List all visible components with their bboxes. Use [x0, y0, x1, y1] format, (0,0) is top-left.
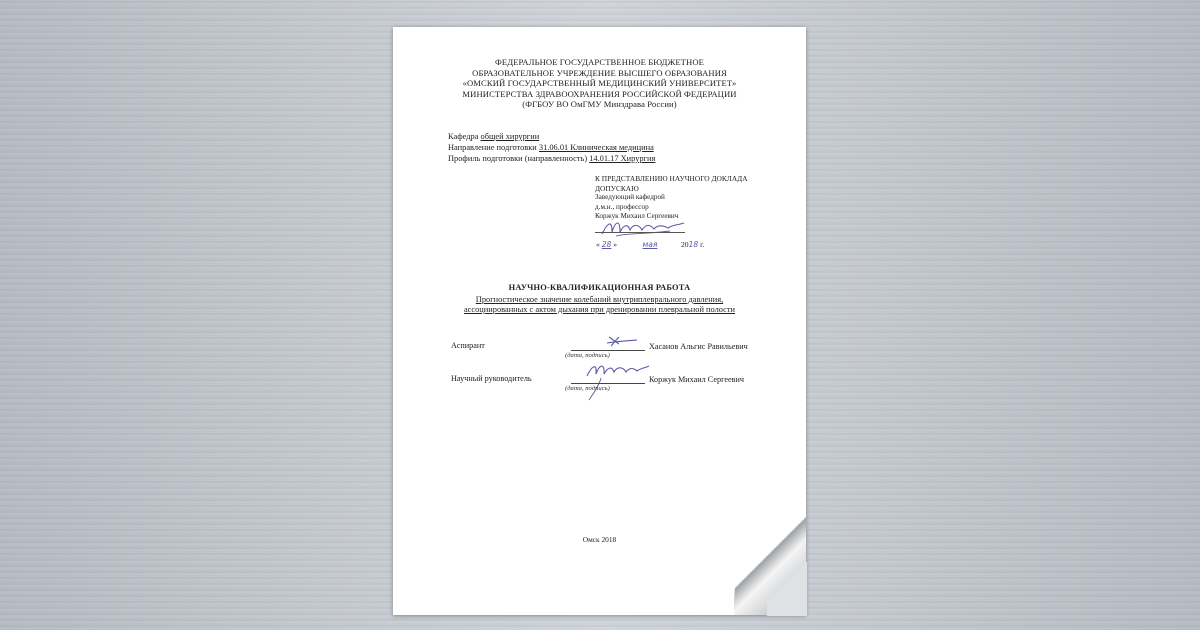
- supervisor-signature-image: [583, 360, 653, 404]
- date-year-prefix: 20: [680, 240, 689, 249]
- work-title-block: [393, 283, 806, 315]
- supervisor-hint: (дата, подпись): [565, 385, 610, 392]
- department-block: [448, 131, 655, 164]
- date-day: 28: [601, 240, 612, 249]
- date-suffix: г.: [698, 240, 705, 249]
- department-row: [448, 131, 655, 142]
- aspirant-hint: (дата, подпись): [565, 352, 610, 359]
- aspirant-name: Хасанов Альгис Равильевич: [649, 342, 748, 351]
- head-signature-line: [595, 232, 685, 233]
- institution-header: [393, 57, 806, 110]
- supervisor-name: Коржук Михаил Сергеевич: [649, 375, 744, 384]
- work-subtitle-line-2: ассоциированных с актом дыхания при дренировании плевральной полости: [463, 305, 736, 314]
- approval-line-2: ДОПУСКАЮ: [595, 183, 639, 193]
- aspirant-signature-image: [603, 334, 643, 350]
- profile-label: Профиль подготовки (направленность): [448, 154, 590, 163]
- aspirant-signature-line: [571, 350, 645, 351]
- supervisor-label: Научный руководитель: [451, 374, 532, 383]
- header-line-3: «ОМСКИЙ ГОСУДАРСТВЕННЫЙ МЕДИЦИНСКИЙ УНИВЕРСИТЕТ»: [462, 78, 737, 88]
- header-line-2: ОБРАЗОВАТЕЛЬНОЕ УЧРЕЖДЕНИЕ ВЫСШЕГО ОБРАЗОВАНИЯ: [472, 67, 727, 78]
- work-title: НАУЧНО-КВАЛИФИКАЦИОННАЯ РАБОТА: [508, 283, 691, 292]
- approval-date: [596, 240, 704, 249]
- date-open-quote: «: [596, 240, 600, 249]
- city-year: Омск 2018: [582, 535, 617, 544]
- approval-line-5: Коржук Михаил Сергеевич: [595, 212, 679, 220]
- department-value: общей хирургии: [480, 132, 540, 141]
- date-close-quote: »: [613, 240, 618, 249]
- supervisor-signature-line: [571, 383, 645, 384]
- approval-line-4: д.м.н., профессор: [595, 202, 649, 211]
- aspirant-label: Аспирант: [451, 341, 485, 350]
- date-month: мая: [642, 240, 658, 249]
- approval-line-3: Заведующий кафедрой: [595, 193, 665, 201]
- direction-row: [448, 142, 655, 153]
- work-subtitle-line-1: Прогностическое значение колебаний внутриплеврального давления,: [475, 295, 724, 304]
- header-line-4: МИНИСТЕРСТВА ЗДРАВООХРАНЕНИЯ РОССИЙСКОЙ ФЕДЕРАЦИИ: [462, 88, 737, 99]
- head-signature-image: [598, 216, 688, 240]
- approval-line-1: К ПРЕДСТАВЛЕНИЮ НАУЧНОГО ДОКЛАДА: [595, 174, 748, 183]
- document-page: [393, 27, 806, 615]
- direction-value: 31.06.01 Клиническая медицина: [538, 143, 654, 152]
- direction-label: Направление подготовки: [448, 143, 539, 152]
- department-label: Кафедра: [448, 132, 481, 141]
- header-line-1: ФЕДЕРАЛЬНОЕ ГОСУДАРСТВЕННОЕ БЮДЖЕТНОЕ: [495, 57, 704, 67]
- work-subtitle: [393, 295, 806, 315]
- profile-row: [448, 153, 655, 164]
- approval-block: [595, 174, 748, 222]
- profile-value: 14.01.17 Хирургия: [589, 154, 656, 163]
- header-line-5: (ФГБОУ ВО ОмГМУ Минздрава России): [522, 99, 677, 109]
- page-curl-corner: [767, 546, 807, 616]
- date-year-hand: 18: [688, 240, 699, 249]
